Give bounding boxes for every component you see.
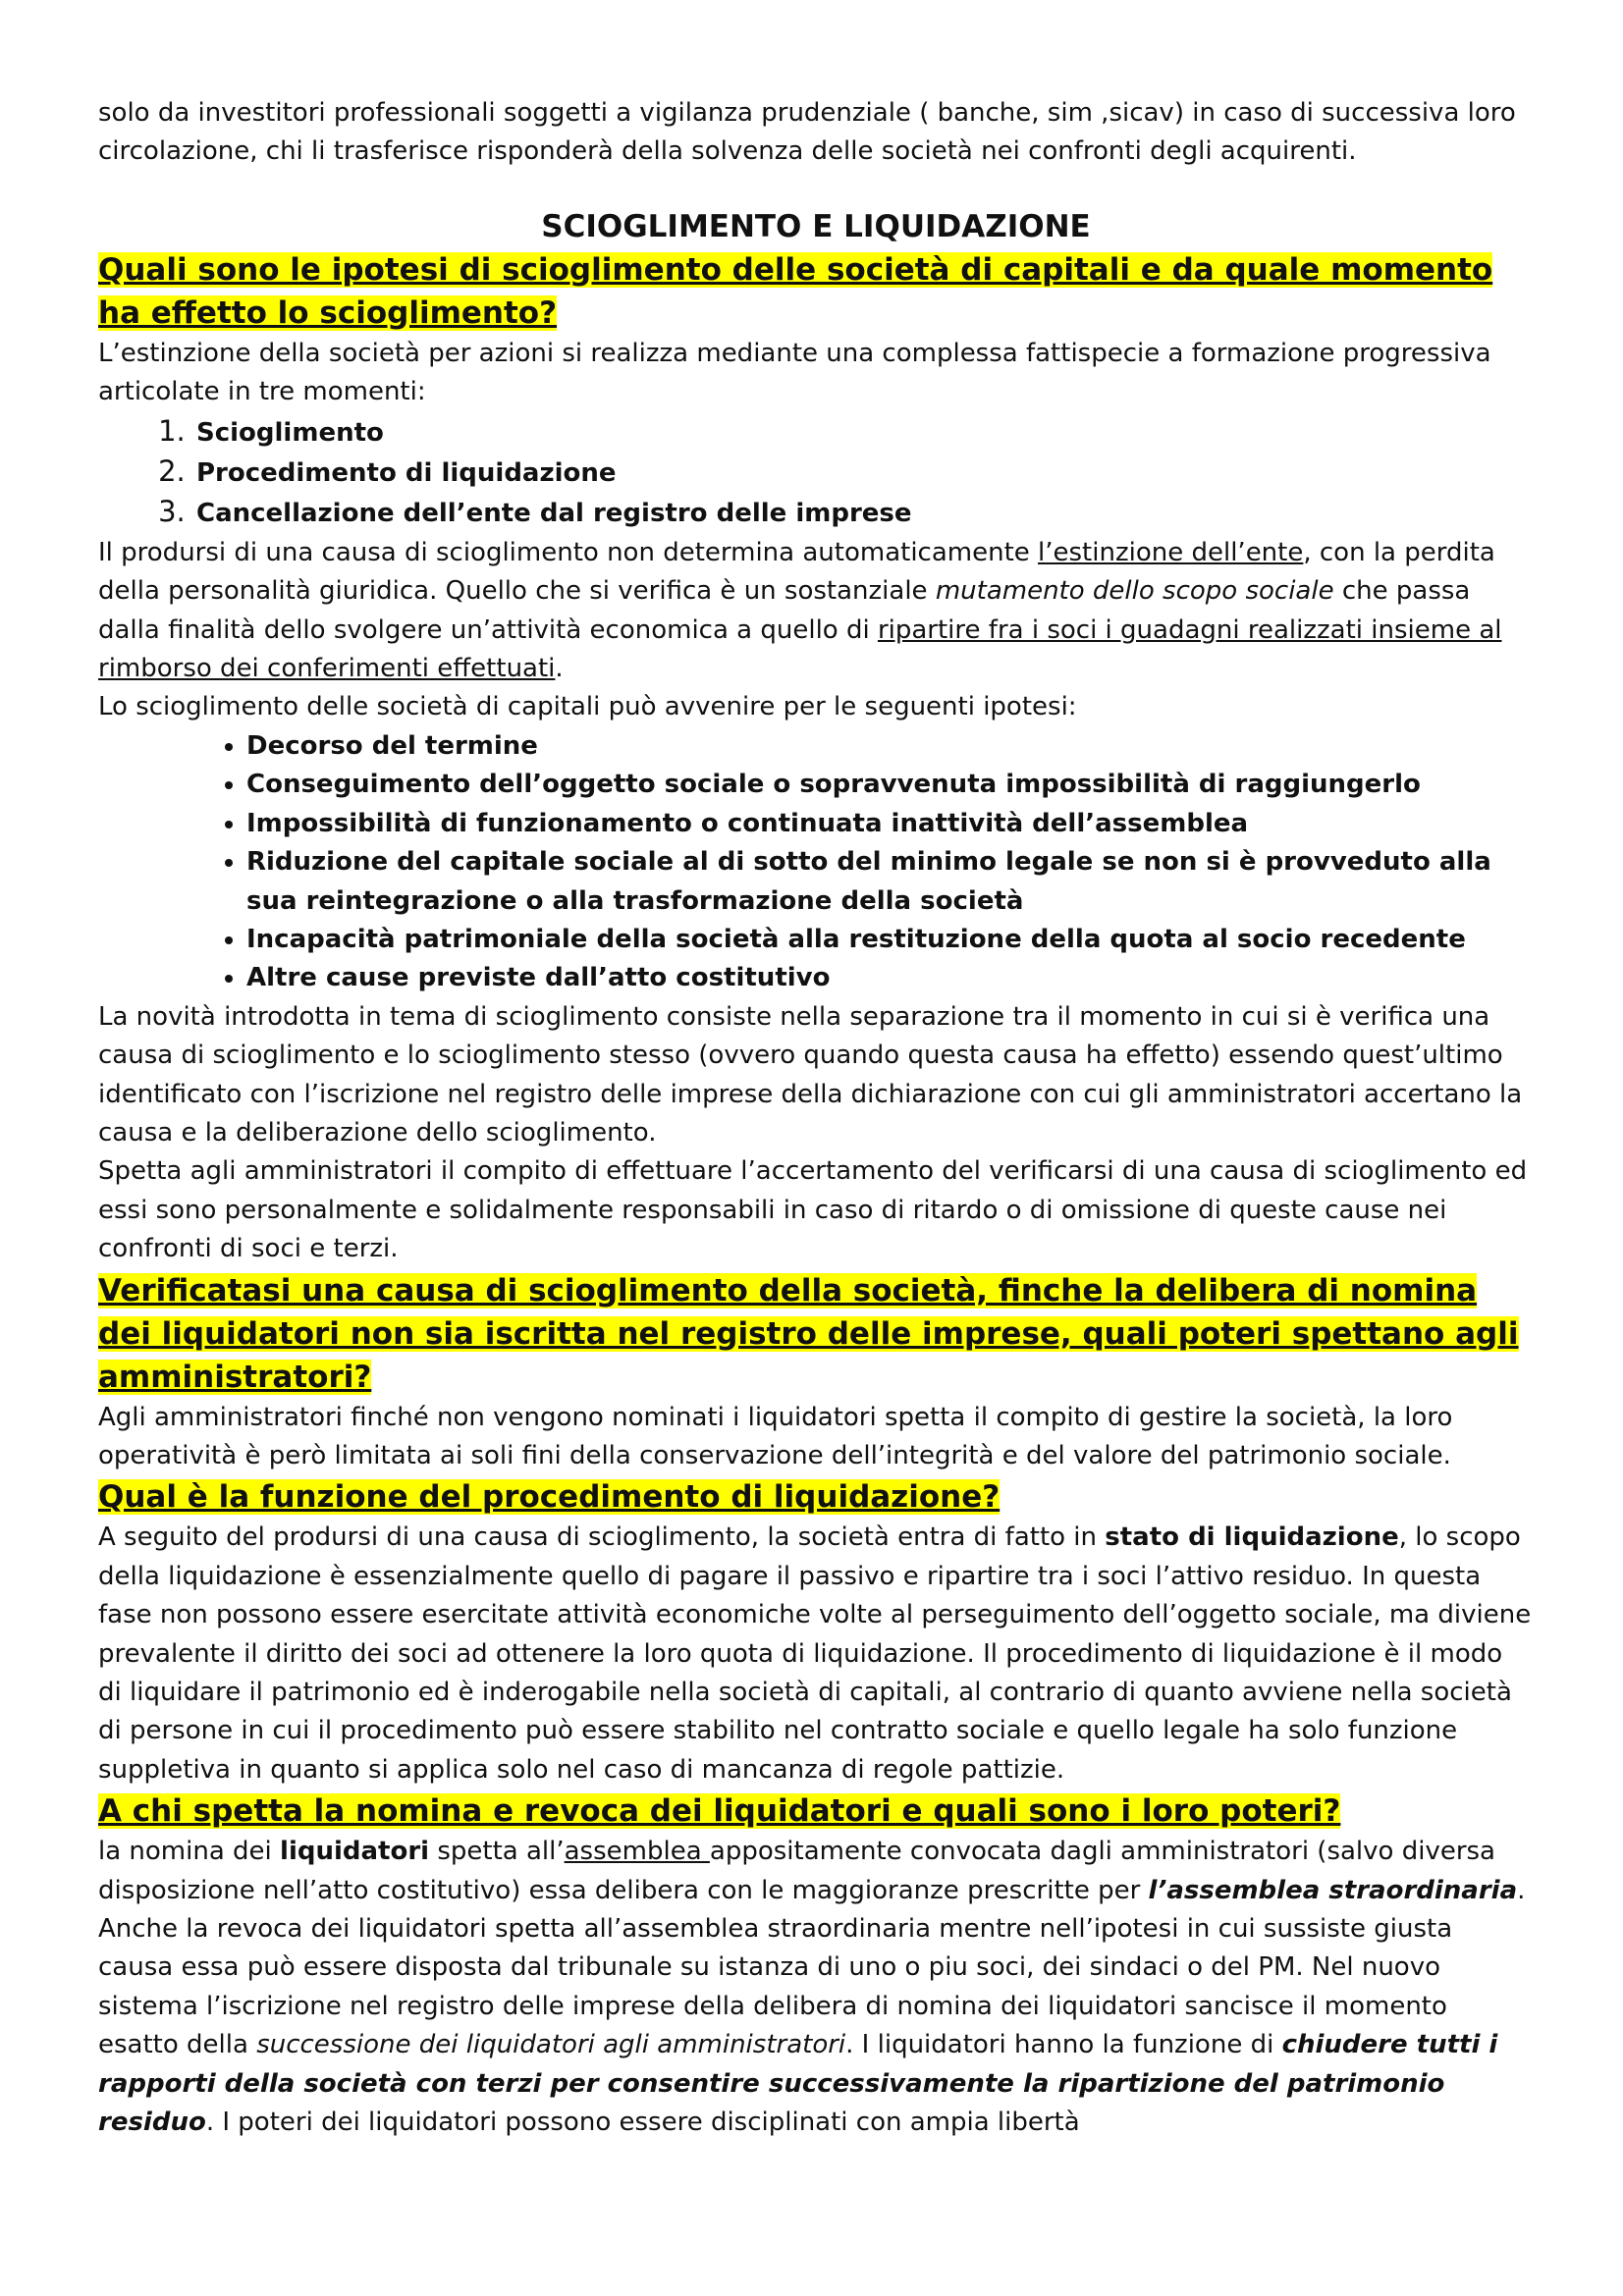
question-3-text: Qual è la funzione del procedimento di liquidazione?: [98, 1479, 1001, 1516]
paragraph-estinzione: L’estinzione della società per azioni si realizza mediante una complessa fattispecie a formazione progressiva articolate in tre momenti:: [98, 338, 1491, 407]
question-3: [98, 1475, 1534, 1519]
question-4: [98, 1789, 1534, 1833]
document-page: [98, 94, 1534, 2142]
question-1-text: Quali sono le ipotesi di scioglimento delle società di capitali e da quale momento ha effetto lo scioglimento?: [98, 251, 1493, 331]
steps-list: [98, 412, 1534, 534]
list-item: 3. Cancellazione dell’ente dal registro delle imprese: [194, 493, 1534, 533]
list-item: • Decorso del termine: [246, 727, 1534, 766]
paragraph-nomina: la nomina dei liquidatori spetta all’assemblea appositamente convocata dagli amministratori (salvo diversa disposizione nell’atto costitutivo) essa delibera con le maggioranze prescritte per l’assemblea straordinaria. Anche la revoca dei liquidatori spetta all’assemblea straordinaria mentre nell’ipotesi in cui sussiste giusta causa essa può essere disposta dal tribunale su istanza di uno o piu soci, dei sindaci o del PM. Nel nuovo sistema l’iscrizione nel registro delle imprese della delibera di nomina dei liquidatori sancisce il momento esatto della successione dei liquidatori agli amministratori. I liquidatori hanno la funzione di chiudere tutti i rapporti della società con terzi per consentire successivamente la ripartizione del patrimonio residuo. I poteri dei liquidatori possono essere disciplinati con ampia libertà: [98, 1837, 1526, 2138]
causes-list: [98, 727, 1534, 998]
question-4-text: A chi spetta la nomina e revoca dei liquidatori e quali sono i loro poteri?: [98, 1793, 1341, 1830]
list-item: 2. Procedimento di liquidazione: [194, 453, 1534, 493]
paragraph-amministratori: Agli amministratori finché non vengono nominati i liquidatori spetta il compito di gestire la società, la loro operatività è però limitata ai soli fini della conservazione dell’integrità e del valore del patrimonio sociale.: [98, 1402, 1453, 1470]
paragraph-liquidazione: A seguito del prodursi di una causa di scioglimento, la società entra di fatto in stato di liquidazione, lo scopo della liquidazione è essenzialmente quello di pagare il passivo e ripartire tra i soci l’attivo residuo. In questa fase non possono essere esercitate attività economiche volte al perseguimento dell’oggetto sociale, ma diviene prevalente il diritto dei soci ad ottenere la loro quota di liquidazione. Il procedimento di liquidazione è il modo di liquidare il patrimonio ed è inderogabile nella società di capitali, al contrario di quanto avviene nella società di persone in cui il procedimento può essere stabilito nel contratto sociale e quello legale ha solo funzione suppletiva in quanto si applica solo nel caso di mancanza di regole pattizie.: [98, 1522, 1532, 1785]
list-item: • Riduzione del capitale sociale al di sotto del minimo legale se non si è provveduto alla sua reintegrazione o alla trasformazione della società: [246, 843, 1534, 921]
list-item: • Incapacità patrimoniale della società alla restituzione della quota al socio recedente: [246, 921, 1534, 959]
question-1: [98, 248, 1534, 335]
section-title: SCIOGLIMENTO E LIQUIDAZIONE: [541, 208, 1091, 244]
paragraph-spetta: Spetta agli amministratori il compito di effettuare l’accertamento del verificarsi di una causa di scioglimento ed essi sono personalmente e solidalmente responsabili in caso di ritardo o di omissione di queste cause nei confronti di soci e terzi.: [98, 1156, 1528, 1264]
list-item: • Conseguimento dell’oggetto sociale o sopravvenuta impossibilità di raggiungerlo: [246, 766, 1534, 804]
intro-paragraph: solo da investitori professionali soggetti a vigilanza prudenziale ( banche, sim ,sicav) in caso di successiva loro circolazione, chi li trasferisce risponderà della solvenza delle società nei confronti degli acquirenti.: [98, 98, 1516, 167]
list-item: • Impossibilità di funzionamento o continuata inattività dell’assemblea: [246, 805, 1534, 843]
paragraph-novita: La novità introdotta in tema di scioglimento consiste nella separazione tra il momento in cui si è verifica una causa di scioglimento e lo scioglimento stesso (ovvero quando questa causa ha effetto) essendo quest’ultimo identificato con l’iscrizione nel registro delle imprese della dichiarazione con cui gli amministratori accertano la causa e la deliberazione dello scioglimento.: [98, 1001, 1523, 1148]
question-2: [98, 1269, 1534, 1399]
list-item: 1. Scioglimento: [194, 412, 1534, 453]
question-2-text: Verificatasi una causa di scioglimento della società, finche la delibera di nomina dei liquidatori non sia iscritta nel registro delle imprese, quali poteri spettano agli amministratori?: [98, 1272, 1519, 1395]
list-item: • Altre cause previste dall’atto costitutivo: [246, 959, 1534, 997]
paragraph-ipotesi: Lo scioglimento delle società di capitali può avvenire per le seguenti ipotesi:: [98, 692, 1077, 722]
paragraph-causa: Il prodursi di una causa di scioglimento non determina automaticamente l’estinzione dell’ente, con la perdita della personalità giuridica. Quello che si verifica è un sostanziale mutamento dello scopo sociale che passa dalla finalità dello svolgere un’attività economica a quello di ripartire fra i soci i guadagni realizzati insieme al rimborso dei conferimenti effettuati.: [98, 537, 1502, 684]
